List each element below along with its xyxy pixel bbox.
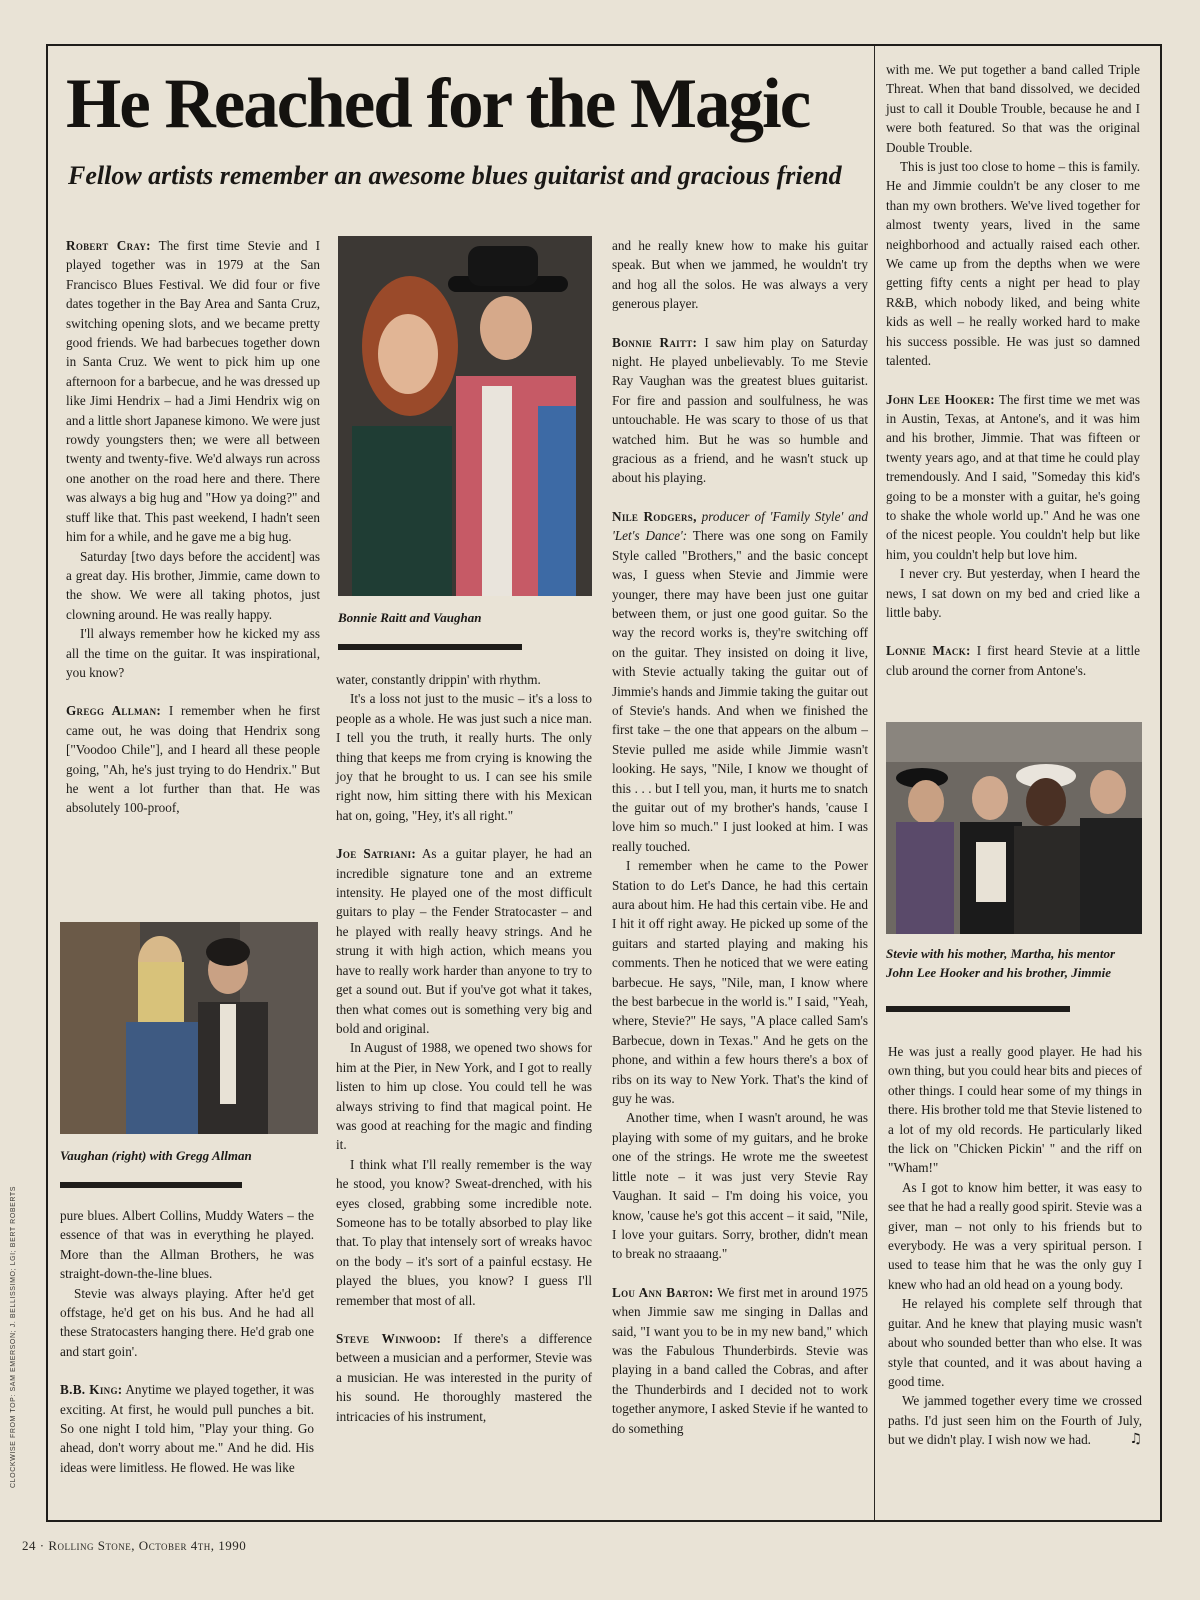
paragraph: We jammed together every time we crossed paths. I'd just seen him on the Fourth of July, but we didn't play. I wish now we had.	[888, 1393, 1142, 1448]
speaker-name: Steve Winwood:	[336, 1331, 442, 1346]
caption-photo2: Vaughan (right) with Gregg Allman	[60, 1148, 252, 1163]
paragraph: I think what I'll really remember is the way he stood, you know? Sweat-drenched, with his eyes closed, grabbing some incredible note. Someone has to be totally absorbed to play like that. To play that intensely sort of wreaks havoc on the body – it's sort of a painful ecstasy. He played the blues, you know? I guess I'll remember that most of all.	[336, 1156, 592, 1308]
caption-bar	[886, 1006, 1070, 1012]
column-3	[612, 236, 868, 1438]
paragraph: The first time we met was in Austin, Texas, at Antone's, and it was him and his brother, Jimmie. That was fifteen or twenty years ago, and at that time he could play tremendously. And I said, "Someday this kid's going to be a monster with a guitar, he's going to shake the whole world up." And he was one of the nicest people. You couldn't help but like him, you couldn't help but love him.	[886, 391, 1140, 562]
paragraph: I'll always remember how he kicked my ass all the time on the guitar. It was inspirational, you know?	[66, 626, 320, 680]
photo-raitt-vaughan	[338, 236, 592, 596]
caption-bar	[60, 1182, 242, 1188]
speaker-name: Bonnie Raitt:	[612, 334, 698, 350]
photo-family-hooker	[886, 722, 1142, 934]
paragraph: Anytime we played together, it was exciting. At first, he would pull punches a bit. So one night I told him, "Play your thing. Go ahead, don't worry about me." And he did. His ideas were limitless. He flowed. He was like	[60, 1382, 314, 1475]
photo-vaughan-allman	[60, 922, 318, 1134]
caption-photo1: Bonnie Raitt and Vaughan	[338, 610, 482, 625]
caption-photo3: Stevie with his mother, Martha, his mentor John Lee Hooker and his brother, Jimmie	[886, 946, 1115, 980]
paragraph: As a guitar player, he had an incredible signature tone and an extreme intensity. He played one of the most difficult guitars to play – the Fender Stratocaster – and he played with really heavy strings. And he strung it with high action, which means you have to really work harder than anyone to try to get a sound out. But if you've got what it takes, then what comes out is something very big and bold and original.	[336, 846, 593, 1036]
column-1-lower	[60, 1206, 314, 1477]
paragraph: pure blues. Albert Collins, Muddy Waters – the essence of that was in everything he played. More than the Allman Brothers, he was straight-down-the-line blues.	[60, 1208, 314, 1282]
paragraph: I never cry. But yesterday, when I heard the news, I sat down on my bed and cried like a little baby.	[886, 566, 1140, 620]
page-footer: 24 · Rolling Stone, October 4th, 1990	[22, 1538, 247, 1553]
paragraph: This is just too close to home – this is family. He and Jimmie couldn't be any closer to me than my own brothers. We've lived together for almost twenty years, lived in the same neighborhood and actually raised each other. We came up from the depths when we were getting fifty cents a night per head to play R&B, which nobody liked, and being white kids as well – he really worked hard to make his success possible. He was just so damned talented.	[886, 159, 1140, 369]
paragraph: We first met in around 1975 when Jimmie saw me singing in Dallas and said, "I want you to be in my new band," which was the Fabulous Thunderbirds. Stevie was playing in a band called the Cobras, and after the Thunderbirds and I decided not to work together anymore, I asked Stevie if he wanted to do something	[612, 1284, 868, 1436]
paragraph: I saw him play on Saturday night. He played unbelievably. To me Stevie Ray Vaughan was the greatest blues guitarist. For fire and passion and soulfulness, he was untouchable. He was scary to those of us that watched him. But he was so humble and gracious as a friend, and he wasn't stuck up about his playing.	[612, 334, 869, 486]
column-rule	[874, 46, 875, 1520]
column-4-lower	[888, 1042, 1142, 1450]
paragraph: and he really knew how to make his guitar speak. But when we jammed, he wouldn't try and hog all the solos. He was always a very generous player.	[612, 238, 868, 312]
speaker-name: John Lee Hooker:	[886, 391, 995, 407]
paragraph: I remember when he came to the Power Station to do Let's Dance, he had this certain aura about him. He had this certain vibe. He and I hit it off right away. He picked up some of the guitars and started playing and making his comments. Then he noticed that we were eating barbecue. He says, "Nile, man, I know where the best barbecue in the world is." I said, "Yeah, where, Stevie?" He says, "A place called Sam's Barbecue, down in Texas." And he gets on the phone, and within a few hours there's a box of ribs on its way to New York. That's the kind of guy he was.	[612, 858, 868, 1107]
paragraph: There was one song on Family Style called "Brothers," and the basic concept was, I guess when Stevie and Jimmie were younger, there may have been just one guitar between them, or just one good guitar. So the way the record works is, they're switching off on the guitar. They insisted on doing it live, with Stevie actually taking the guitar out of Jimmie's hands and Jimmie taking the guitar out of Stevie's hands. And when we finished the first take – the one that appears on the album – Stevie pulled me aside while Jimmie wasn't looking. He says, "Nile, I know we thought of this . . . but I tell you, man, it hurts me to snatch the guitar out of my brother's hands, 'cause I love him so much." I just looked at him. I was really touched.	[612, 528, 868, 854]
article-subtitle: Fellow artists remember an awesome blues guitarist and gracious friend	[68, 161, 842, 190]
speaker-name: Nile Rodgers,	[612, 508, 697, 524]
speaker-name: Lonnie Mack:	[886, 643, 971, 659]
paragraph: He was just a really good player. He had his own thing, but you could hear bits and pieces of other things. I could hear some of my things in there. His brother told me that Stevie listened to a lot of my old records. He particularly liked the lick on "Chicken Pickin' " and the riff on "Wham!"	[888, 1044, 1142, 1176]
paragraph: Another time, when I wasn't around, he was playing with some of my guitars, and he broke one of the strings. He wrote me the sweetest little note – it was just very Stevie Ray Vaughan. It said – I'm doing his voice, you know, 'cause he's got this accent – it said, "Nile, I love your guitars. Sorry, brother, didn't mean to break no straaang."	[612, 1110, 868, 1262]
speaker-name: B.B. King:	[60, 1382, 123, 1398]
paragraph: Saturday [two days before the accident] was a great day. His brother, Jimmie, came down to the show. We were all taking photos, just clowning around. He was really happy.	[66, 548, 320, 622]
speaker-name: Robert Cray:	[66, 238, 151, 253]
paragraph: It's a loss not just to the music – it's a loss to people as a whole. He was just such a nice man. I tell you the truth, it really hurts. The only thing that keeps me from crying is knowing the joy that he brought to us. I can see his smile right now, him sitting there with his Mexican hat on, going, "Hey, it's all right."	[336, 691, 592, 823]
speaker-name: Lou Ann Barton:	[612, 1284, 714, 1300]
paragraph: The first time Stevie and I played together was in 1979 at the San Francisco Blues Festival. We did four or five dates together in the Bay Area and Santa Cruz, switching opening slots, and we became pretty good friends. We had barbecues together down in Santa Cruz. We went to pick him up one afternoon for a barbecue, and he was dressed up like Jimi Hendrix – had a Jimi Hendrix wig on and a little short Japanese kimono. We were just rowdy youngsters then; we were all between twenty and twenty-five. We'd always run across one another on the road here and there. There was always a big hug and "How ya doing?" and stuff like that. This past weekend, I hadn't seen him for a while, and he gave me a big hug.	[66, 238, 320, 545]
speaker-name: Gregg Allman:	[66, 703, 162, 719]
photo-credit: CLOCKWISE FROM TOP: SAM EMERSON; J. BELLISSIMO; LGI; BERT ROBERTS	[10, 1185, 17, 1488]
speaker-role: producer of 'Family Style' and 'Let's Dance':	[612, 508, 868, 544]
paragraph: with me. We put together a band called Triple Threat. When that band dissolved, we decided just to call it Double Trouble, because he and I were both featured. So that was the original Double Trouble.	[886, 62, 1140, 155]
paragraph: As I got to know him better, it was easy to see that he had a really good spirit. Stevie was a giver, man – not only to his friends but to everybody. He was a very spiritual person. I used to tease him that he was the only guy I knew who had an old head on a young body.	[888, 1179, 1142, 1292]
column-4-upper	[886, 60, 1140, 680]
paragraph: He relayed his complete self through that guitar. And he knew that playing music wasn't about who sounded better than who else. It was style that counted, and it was about having a good time.	[888, 1296, 1142, 1389]
caption-bar	[338, 644, 522, 650]
paragraph: In August of 1988, we opened two shows for him at the Pier, in New York, and I got to really listen to him up close. You could tell he was always striving to find that magical point. He was good at reaching for the magic and finding it.	[336, 1040, 592, 1153]
paragraph: If there's a difference between a musician and a performer, Stevie was a musician. He was interested in the purity of his sound. He thoroughly mastered the intricacies of his instrument,	[336, 1331, 592, 1424]
article-title: He Reached for the Magic	[66, 65, 810, 143]
column-1-upper	[66, 236, 320, 818]
paragraph: I remember when he first came out, he was doing that Hendrix song ["Voodoo Chile"], and I heard all these people going, "Ah, he's just trying to do Hendrix." But he went a lot further than that. He was absolutely 100-proof,	[66, 703, 320, 816]
speaker-name: Joe Satriani:	[336, 846, 417, 862]
music-note-icon: ♫	[1129, 1431, 1142, 1448]
column-2	[336, 670, 592, 1426]
paragraph: water, constantly drippin' with rhythm.	[336, 672, 541, 687]
paragraph: I first heard Stevie at a little club around the corner from Antone's.	[886, 643, 1140, 678]
paragraph: Stevie was always playing. After he'd get offstage, he'd get on his bus. And he had all these Stratocasters hanging there. He'd grab one and start goin'.	[60, 1285, 314, 1359]
